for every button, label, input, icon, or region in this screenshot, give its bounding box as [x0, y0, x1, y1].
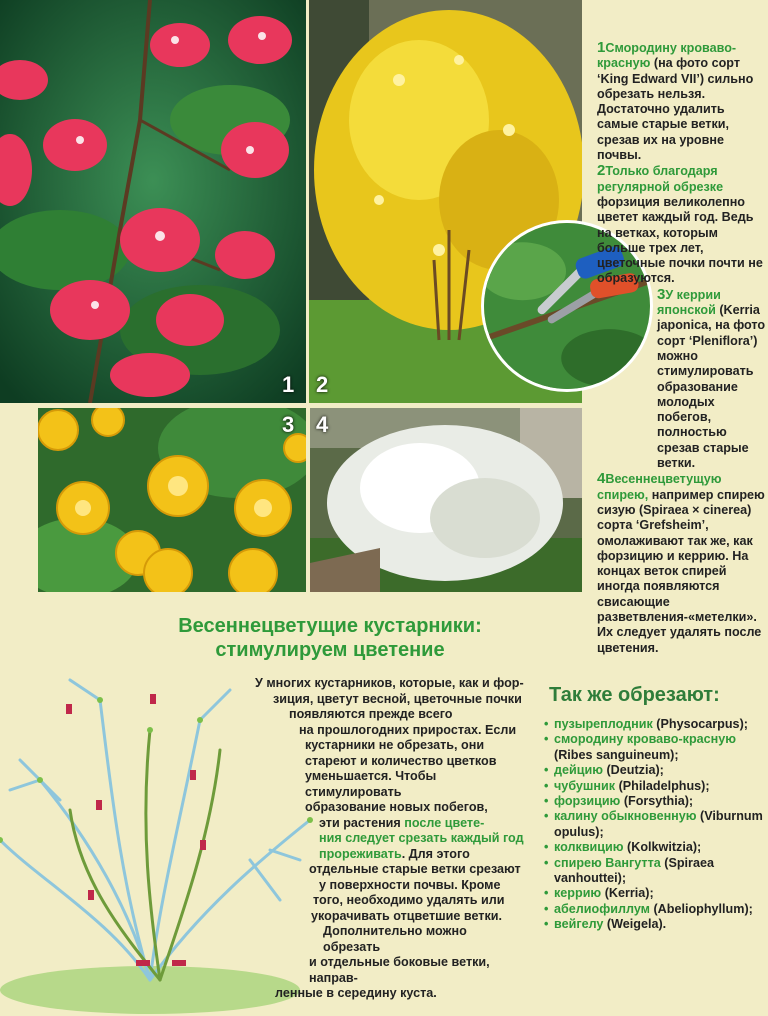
list-item: • керрию (Kerria);: [544, 886, 654, 901]
photo-captions: [597, 40, 767, 656]
bullet-icon: •: [544, 794, 549, 809]
list-item: • чубушник (Philadelphus);: [544, 778, 710, 793]
list-item: • калину обыкновенную (Viburnum opulus);: [544, 809, 763, 839]
bullet-icon: •: [544, 840, 549, 855]
bullet-icon: •: [544, 732, 549, 747]
list-item: • спирею Вангутта (Spiraea vanhouttei);: [544, 855, 714, 886]
photo-number-3: 3: [282, 412, 295, 437]
bullet-icon: •: [544, 809, 549, 824]
bullet-icon: •: [544, 855, 549, 870]
currant-photo: [0, 0, 306, 403]
caption-2: 2Только благодаря регулярной обрезке форзиция великолепно цветет каждый год. Ведь на ветках, которым больше трех лет, цветочные почки почти не образуются.: [597, 162, 763, 286]
also-pruned-heading: Так же обрезают:: [549, 684, 720, 706]
bullet-icon: •: [544, 917, 549, 932]
bullet-icon: •: [544, 886, 549, 901]
photo-number-1: 1: [282, 372, 295, 397]
caption-4: 4Весеннецветущую спирею, например спирею сизую (Spiraea × cinerea) сорта ‘Grefsheim’, омолаживают так же, как форзицию и керрию. На концах веток спирей иногда появляются свисающие разветвления-«метелки». Их следует удалять после цветения.: [597, 470, 765, 655]
bullet-icon: •: [544, 901, 549, 916]
list-item: • вейгелу (Weigela).: [544, 917, 667, 932]
section-headline: Весеннецветущие кустарники: стимулируем цветение: [178, 615, 482, 661]
photo-number-4: 4: [316, 412, 329, 437]
bullet-icon: •: [544, 763, 549, 778]
caption-3: 3У керрии японской (Kerria japonica, на фото сорт ‘Pleniflora’) можно стимулировать образование молодых побегов, полностью срезав старые ветки.: [657, 285, 766, 471]
list-item: • дейцию (Deutzia);: [544, 763, 664, 778]
bullet-icon: •: [544, 717, 549, 731]
also-pruned-list: [544, 717, 766, 933]
bullet-icon: •: [544, 778, 549, 793]
list-item: • колквицию (Kolkwitzia);: [544, 840, 702, 855]
caption-1: 1Смородину кроваво-красную (на фото сорт ‘King Edward VII’) сильно обрезать нельзя. Достаточно удалить самые старые ветки, срезав их на уровне почвы.: [597, 39, 754, 163]
list-item: • смородину кроваво-красную (Ribes sanguineum);: [544, 732, 737, 762]
list-item: • форзицию (Forsythia);: [544, 794, 694, 809]
photo-number-2: 2: [316, 372, 329, 397]
body-paragraph: У многих кустарников, которые, как и фор- зиция, цветут весной, цветочные почки появляются прежде всего на прошлогодних приростах. Если кустарники не обрезать, они стареют и количество цветков уменьшается. Чтобы стимулировать образование новых побегов, эти растения после цвете- ния следует срезать каждый год прореживать. Для этого отдельные старые ветки срезают у поверхности почвы. Кроме того, необходимо удалять или укорачивать отцветшие ветки. Дополнительно можно обрезать и отдельные боковые ветки, направ- ленные в середину куста.: [255, 676, 524, 1000]
list-item: • пузыреплодник (Physocarpus);: [544, 717, 748, 731]
spiraea-photo: [310, 408, 582, 592]
kerria-photo: [38, 408, 306, 592]
list-item: • абелиофиллум (Abeliophyllum);: [544, 901, 753, 916]
